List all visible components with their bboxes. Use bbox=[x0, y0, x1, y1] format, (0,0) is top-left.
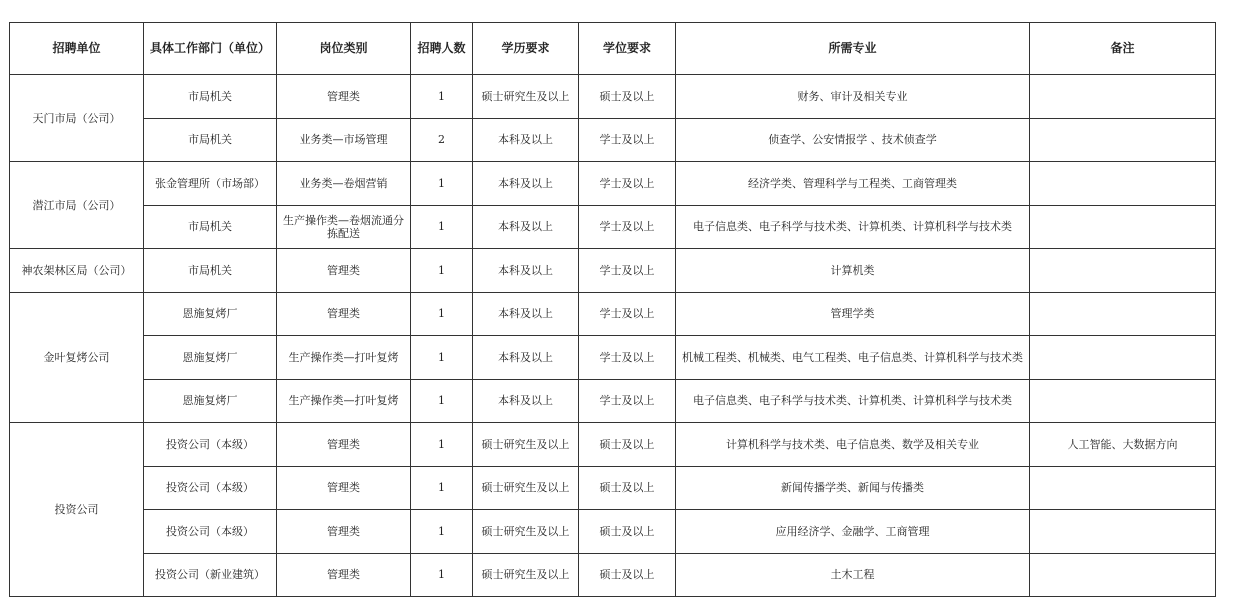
category-cell: 生产操作类—打叶复烤 bbox=[277, 379, 411, 423]
note-cell bbox=[1030, 75, 1216, 119]
education-cell: 硕士研究生及以上 bbox=[473, 553, 579, 597]
education-cell: 本科及以上 bbox=[473, 379, 579, 423]
degree-cell: 学士及以上 bbox=[579, 336, 676, 380]
major-cell: 电子信息类、电子科学与技术类、计算机类、计算机科学与技术类 bbox=[676, 379, 1030, 423]
count-cell: 1 bbox=[411, 205, 473, 249]
category-cell: 生产操作类—打叶复烤 bbox=[277, 336, 411, 380]
header-cell: 所需专业 bbox=[676, 23, 1030, 75]
major-cell: 计算机科学与技术类、电子信息类、数学及相关专业 bbox=[676, 423, 1030, 467]
education-cell: 本科及以上 bbox=[473, 205, 579, 249]
dept-cell: 市局机关 bbox=[144, 249, 277, 293]
education-cell: 本科及以上 bbox=[473, 336, 579, 380]
major-cell: 土木工程 bbox=[676, 553, 1030, 597]
table-row bbox=[10, 249, 1216, 293]
degree-cell: 硕士及以上 bbox=[579, 75, 676, 119]
note-cell bbox=[1030, 510, 1216, 554]
note-cell bbox=[1030, 466, 1216, 510]
degree-cell: 学士及以上 bbox=[579, 162, 676, 206]
unit-cell: 神农架林区局（公司） bbox=[10, 249, 144, 293]
table-row bbox=[10, 336, 1216, 380]
count-cell: 1 bbox=[411, 249, 473, 293]
education-cell: 硕士研究生及以上 bbox=[473, 510, 579, 554]
major-cell: 电子信息类、电子科学与技术类、计算机类、计算机科学与技术类 bbox=[676, 205, 1030, 249]
count-cell: 1 bbox=[411, 423, 473, 467]
major-cell: 财务、审计及相关专业 bbox=[676, 75, 1030, 119]
degree-cell: 硕士及以上 bbox=[579, 466, 676, 510]
education-cell: 本科及以上 bbox=[473, 118, 579, 162]
education-cell: 硕士研究生及以上 bbox=[473, 75, 579, 119]
major-cell: 侦查学、公安情报学 、技术侦查学 bbox=[676, 118, 1030, 162]
education-cell: 本科及以上 bbox=[473, 162, 579, 206]
dept-cell: 投资公司（本级） bbox=[144, 510, 277, 554]
dept-cell: 市局机关 bbox=[144, 118, 277, 162]
count-cell: 1 bbox=[411, 162, 473, 206]
table-row bbox=[10, 379, 1216, 423]
degree-cell: 学士及以上 bbox=[579, 379, 676, 423]
education-cell: 硕士研究生及以上 bbox=[473, 466, 579, 510]
major-cell: 计算机类 bbox=[676, 249, 1030, 293]
note-cell bbox=[1030, 336, 1216, 380]
header-cell: 备注 bbox=[1030, 23, 1216, 75]
count-cell: 1 bbox=[411, 466, 473, 510]
unit-cell: 金叶复烤公司 bbox=[10, 292, 144, 423]
category-cell: 管理类 bbox=[277, 249, 411, 293]
category-cell: 业务类—卷烟营销 bbox=[277, 162, 411, 206]
count-cell: 2 bbox=[411, 118, 473, 162]
unit-cell: 投资公司 bbox=[10, 423, 144, 597]
table-row bbox=[10, 292, 1216, 336]
note-cell bbox=[1030, 292, 1216, 336]
table-row bbox=[10, 510, 1216, 554]
dept-cell: 恩施复烤厂 bbox=[144, 292, 277, 336]
note-cell bbox=[1030, 379, 1216, 423]
category-cell: 管理类 bbox=[277, 510, 411, 554]
education-cell: 硕士研究生及以上 bbox=[473, 423, 579, 467]
table-row bbox=[10, 162, 1216, 206]
table-row bbox=[10, 118, 1216, 162]
dept-cell: 市局机关 bbox=[144, 205, 277, 249]
dept-cell: 投资公司（新业建筑） bbox=[144, 553, 277, 597]
category-cell: 管理类 bbox=[277, 292, 411, 336]
degree-cell: 硕士及以上 bbox=[579, 510, 676, 554]
header-cell: 招聘单位 bbox=[10, 23, 144, 75]
category-cell: 管理类 bbox=[277, 75, 411, 119]
header-cell: 岗位类别 bbox=[277, 23, 411, 75]
education-cell: 本科及以上 bbox=[473, 249, 579, 293]
category-cell: 管理类 bbox=[277, 553, 411, 597]
count-cell: 1 bbox=[411, 292, 473, 336]
header-cell: 具体工作部门（单位） bbox=[144, 23, 277, 75]
header-row bbox=[10, 23, 1216, 75]
category-cell: 管理类 bbox=[277, 423, 411, 467]
education-cell: 本科及以上 bbox=[473, 292, 579, 336]
degree-cell: 硕士及以上 bbox=[579, 553, 676, 597]
dept-cell: 张金管理所（市场部） bbox=[144, 162, 277, 206]
header-cell: 学历要求 bbox=[473, 23, 579, 75]
major-cell: 经济学类、管理科学与工程类、工商管理类 bbox=[676, 162, 1030, 206]
unit-cell: 潜江市局（公司） bbox=[10, 162, 144, 249]
dept-cell: 恩施复烤厂 bbox=[144, 336, 277, 380]
count-cell: 1 bbox=[411, 336, 473, 380]
category-cell: 管理类 bbox=[277, 466, 411, 510]
category-cell: 生产操作类—卷烟流通分拣配送 bbox=[277, 205, 411, 249]
note-cell bbox=[1030, 162, 1216, 206]
dept-cell: 投资公司（本级） bbox=[144, 466, 277, 510]
category-cell: 业务类—市场管理 bbox=[277, 118, 411, 162]
note-cell bbox=[1030, 553, 1216, 597]
major-cell: 应用经济学、金融学、工商管理 bbox=[676, 510, 1030, 554]
recruitment-table bbox=[9, 22, 1216, 597]
degree-cell: 学士及以上 bbox=[579, 249, 676, 293]
dept-cell: 恩施复烤厂 bbox=[144, 379, 277, 423]
note-cell bbox=[1030, 118, 1216, 162]
table-row bbox=[10, 423, 1216, 467]
table-row bbox=[10, 205, 1216, 249]
table-row bbox=[10, 466, 1216, 510]
count-cell: 1 bbox=[411, 379, 473, 423]
note-cell: 人工智能、大数据方向 bbox=[1030, 423, 1216, 467]
note-cell bbox=[1030, 249, 1216, 293]
table-body bbox=[10, 75, 1216, 597]
unit-cell: 天门市局（公司） bbox=[10, 75, 144, 162]
count-cell: 1 bbox=[411, 510, 473, 554]
major-cell: 管理学类 bbox=[676, 292, 1030, 336]
degree-cell: 硕士及以上 bbox=[579, 423, 676, 467]
count-cell: 1 bbox=[411, 553, 473, 597]
major-cell: 新闻传播学类、新闻与传播类 bbox=[676, 466, 1030, 510]
table-row bbox=[10, 75, 1216, 119]
dept-cell: 市局机关 bbox=[144, 75, 277, 119]
header-cell: 招聘人数 bbox=[411, 23, 473, 75]
major-cell: 机械工程类、机械类、电气工程类、电子信息类、计算机科学与技术类 bbox=[676, 336, 1030, 380]
header-cell: 学位要求 bbox=[579, 23, 676, 75]
note-cell bbox=[1030, 205, 1216, 249]
degree-cell: 学士及以上 bbox=[579, 118, 676, 162]
dept-cell: 投资公司（本级） bbox=[144, 423, 277, 467]
degree-cell: 学士及以上 bbox=[579, 205, 676, 249]
degree-cell: 学士及以上 bbox=[579, 292, 676, 336]
count-cell: 1 bbox=[411, 75, 473, 119]
table-row bbox=[10, 553, 1216, 597]
